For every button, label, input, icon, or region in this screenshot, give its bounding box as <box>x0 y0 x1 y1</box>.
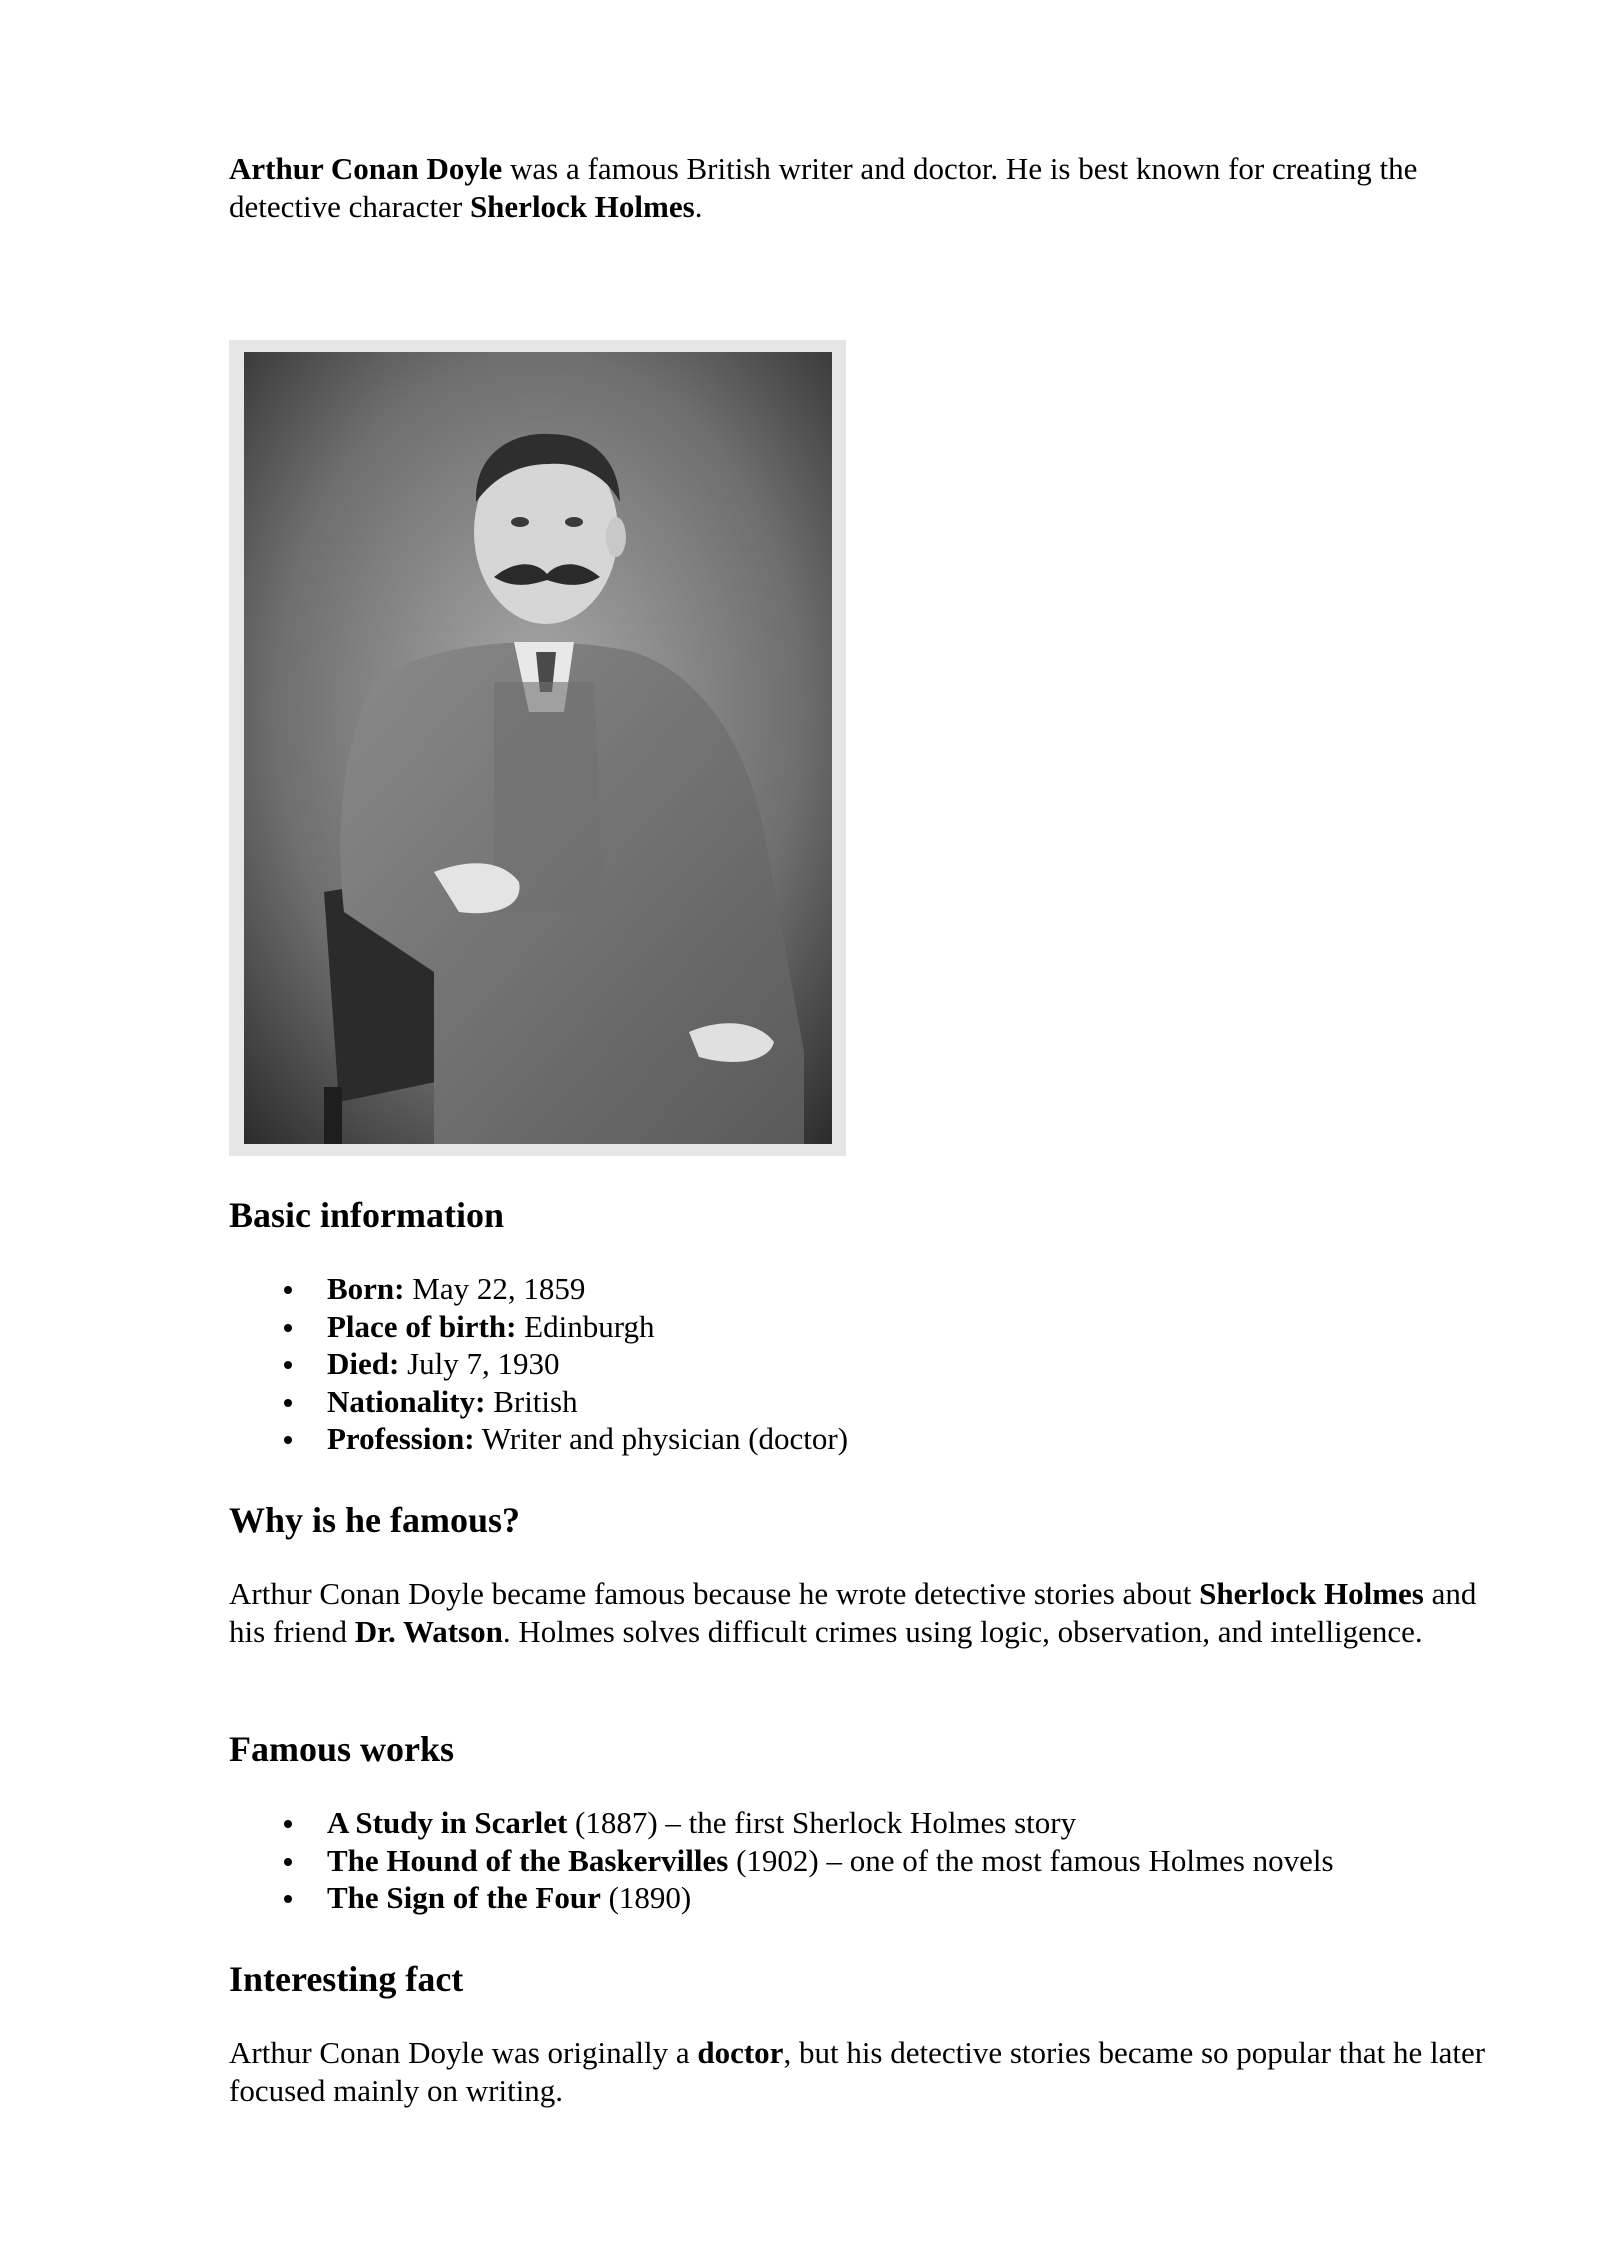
died-label: Died: <box>327 1346 400 1381</box>
intro-paragraph <box>229 150 1489 225</box>
work-detail: (1887) – the first Sherlock Holmes story <box>567 1805 1077 1840</box>
heading-why-famous: Why is he famous? <box>229 1500 521 1540</box>
portrait-photo <box>229 340 846 1156</box>
work-detail: (1902) – one of the most famous Holmes novels <box>728 1842 1334 1878</box>
why-text-2: and his friend <box>229 1576 1477 1649</box>
why-bold-watson: Dr. Watson <box>354 1613 503 1649</box>
work-title: A Study in Scarlet <box>327 1805 568 1840</box>
profession-label: Profession: <box>327 1421 475 1456</box>
list-item-died <box>229 1345 1489 1383</box>
fact-bold-doctor: doctor <box>697 2035 784 2070</box>
heading-basic-information: Basic information <box>229 1195 504 1235</box>
fact-text-2: , but his detective stories became so popular that he later focused mainly on writing. <box>229 2035 1486 2108</box>
list-item-profession <box>229 1420 1489 1458</box>
work-title: The Sign of the Four <box>327 1880 601 1915</box>
interesting-fact-paragraph <box>229 2034 1489 2109</box>
heading-interesting-fact: Interesting fact <box>229 1959 464 1999</box>
place-of-birth-value: Edinburgh <box>516 1308 655 1344</box>
intro-name: Arthur Conan Doyle <box>229 151 503 186</box>
intro-text-1: was a famous British writer and doctor. He is best known for creating the detective character <box>229 151 1418 224</box>
portrait-image <box>244 352 832 1144</box>
list-item-work <box>229 1842 1489 1880</box>
born-label: Born: <box>327 1271 405 1306</box>
list-item-born <box>229 1270 1489 1308</box>
list-item-work <box>229 1879 1489 1917</box>
why-bold-holmes: Sherlock Holmes <box>1199 1576 1424 1611</box>
died-value: July 7, 1930 <box>399 1346 560 1381</box>
intro-character: Sherlock Holmes <box>469 188 695 224</box>
work-detail: (1890) <box>600 1880 692 1915</box>
place-of-birth-label: Place of birth: <box>327 1308 517 1344</box>
why-famous-paragraph <box>229 1575 1489 1650</box>
document-page <box>229 150 1489 2108</box>
list-item-nationality <box>229 1383 1489 1421</box>
intro-text-2: . <box>694 188 703 224</box>
why-text-1: Arthur Conan Doyle became famous because he wrote detective stories about <box>229 1576 1200 1611</box>
nationality-value: British <box>485 1383 578 1419</box>
profession-value: Writer and physician (doctor) <box>474 1421 849 1456</box>
nationality-label: Nationality: <box>327 1383 486 1419</box>
famous-works-list <box>229 1804 1489 1917</box>
list-item-place-of-birth <box>229 1308 1489 1346</box>
list-item-work <box>229 1804 1489 1842</box>
fact-text-1: Arthur Conan Doyle was originally a <box>229 2035 698 2070</box>
work-title: The Hound of the Baskervilles <box>327 1842 729 1878</box>
heading-famous-works: Famous works <box>229 1729 455 1769</box>
why-text-3: . Holmes solves difficult crimes using logic, observation, and intelligence. <box>502 1613 1423 1649</box>
born-value: May 22, 1859 <box>404 1271 586 1306</box>
basic-info-list <box>229 1270 1489 1458</box>
